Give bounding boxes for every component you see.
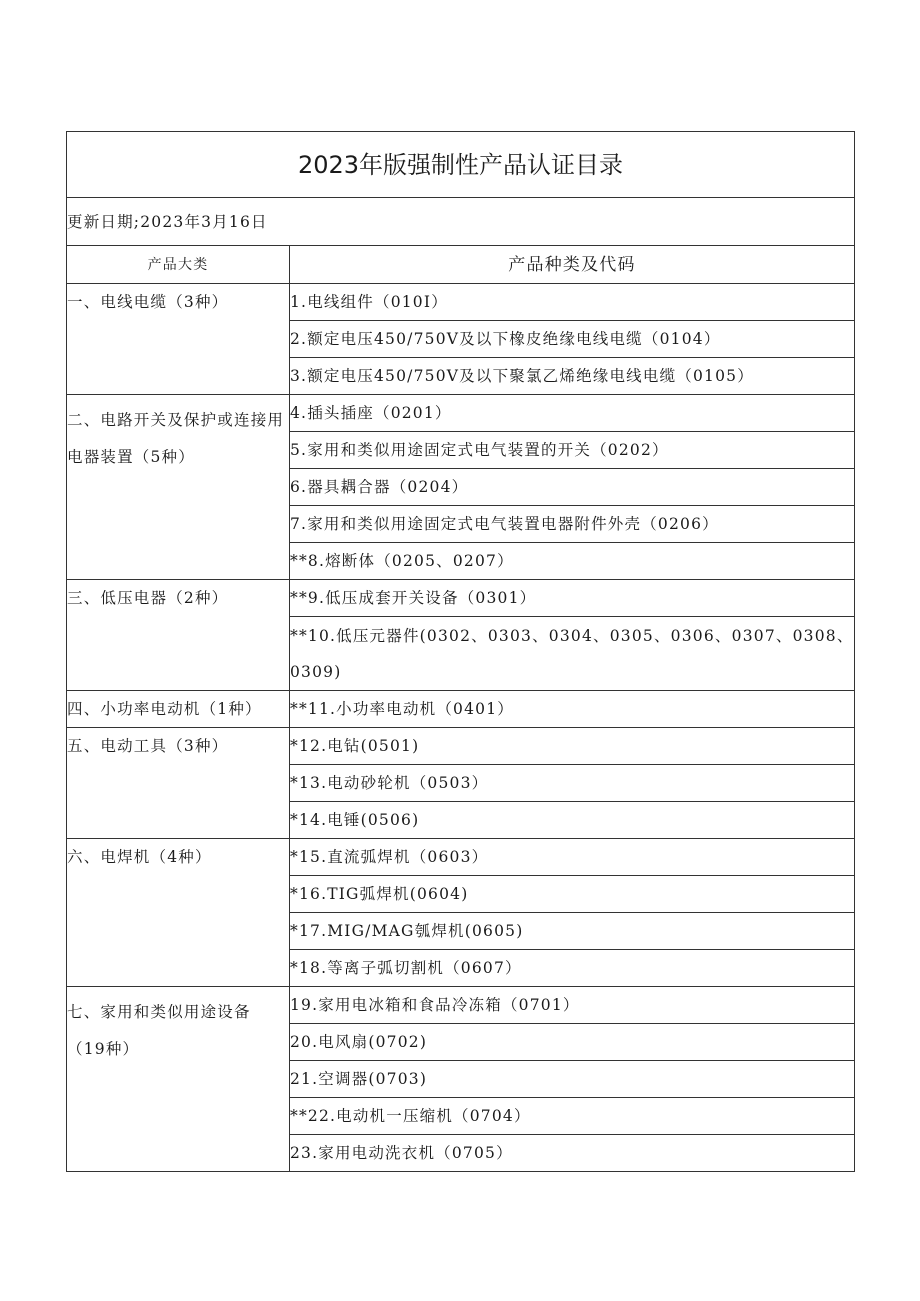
product-item: 19.家用电冰箱和食品冷冻箱（0701） [290,987,855,1024]
category-label: 四、小功率电动机（1种） [67,700,262,718]
category-label: 五、电动工具（3种） [67,737,229,755]
header-row [67,246,855,284]
product-item: **9.低压成套开关设备（0301） [290,580,855,617]
product-item: 5.家用和类似用途固定式电气装置的开关（0202） [290,432,855,469]
product-item: 23.家用电动洗衣机（0705） [290,1135,855,1172]
date-row [67,198,855,246]
category-cell [67,839,290,987]
header-category: 产品大类 [67,246,290,284]
product-item: *13.电动砂轮机（0503） [290,765,855,802]
page-title: 2023年版强制性产品认证目录 [67,132,855,198]
product-item: 4.插头插座（0201） [290,395,855,432]
product-item: 2.额定电压450/750V及以下橡皮绝缘电线电缆（0104） [290,321,855,358]
table-row [67,395,855,432]
category-label: 三、低压电器（2种） [67,589,229,607]
category-cell [67,284,290,395]
product-item: 3.额定电压450/750V及以下聚氯乙烯绝缘电线电缆（0105） [290,358,855,395]
product-item: **10.低压元器件(0302、0303、0304、0305、0306、0307、0308、0309) [290,617,855,691]
product-item: *18.等离子弧切割机（0607） [290,950,855,987]
header-products: 产品种类及代码 [290,246,855,284]
table-row [67,728,855,765]
table-row [67,691,855,728]
category-cell [67,691,290,728]
product-item: 1.电线组件（010I） [290,284,855,321]
product-item: **11.小功率电动机（0401） [290,691,855,728]
category-label: 六、电焊机（4种） [67,848,212,866]
product-item: 6.器具耦合器（0204） [290,469,855,506]
title-row [67,132,855,198]
category-cell [67,987,290,1172]
table-row [67,284,855,321]
product-item: 21.空调器(0703) [290,1061,855,1098]
product-item: *16.TIG弧焊机(0604) [290,876,855,913]
product-item: *14.电锤(0506) [290,802,855,839]
category-cell [67,728,290,839]
category-cell [67,395,290,580]
product-item: 20.电风扇(0702) [290,1024,855,1061]
product-item: *17.MIG/MAG瓠焊机(0605) [290,913,855,950]
category-label: 七、家用和类似用途设备（19种） [67,1003,251,1058]
product-item: **22.电动机一压缩机（0704） [290,1098,855,1135]
product-item: 7.家用和类似用途固定式电气装置电器附件外壳（0206） [290,506,855,543]
product-item: **8.熔断体（0205、0207） [290,543,855,580]
update-date: 更新日期;2023年3月16日 [67,198,855,246]
table-row [67,987,855,1024]
category-label: 二、电路开关及保护或连接用电器装置（5种） [67,411,285,466]
table-row [67,839,855,876]
category-label: 一、电线电缆（3种） [67,293,229,311]
category-cell [67,580,290,691]
product-item: *15.直流弧焊机（0603） [290,839,855,876]
catalog-table [66,131,855,1172]
product-item: *12.电钻(0501) [290,728,855,765]
table-row [67,580,855,617]
